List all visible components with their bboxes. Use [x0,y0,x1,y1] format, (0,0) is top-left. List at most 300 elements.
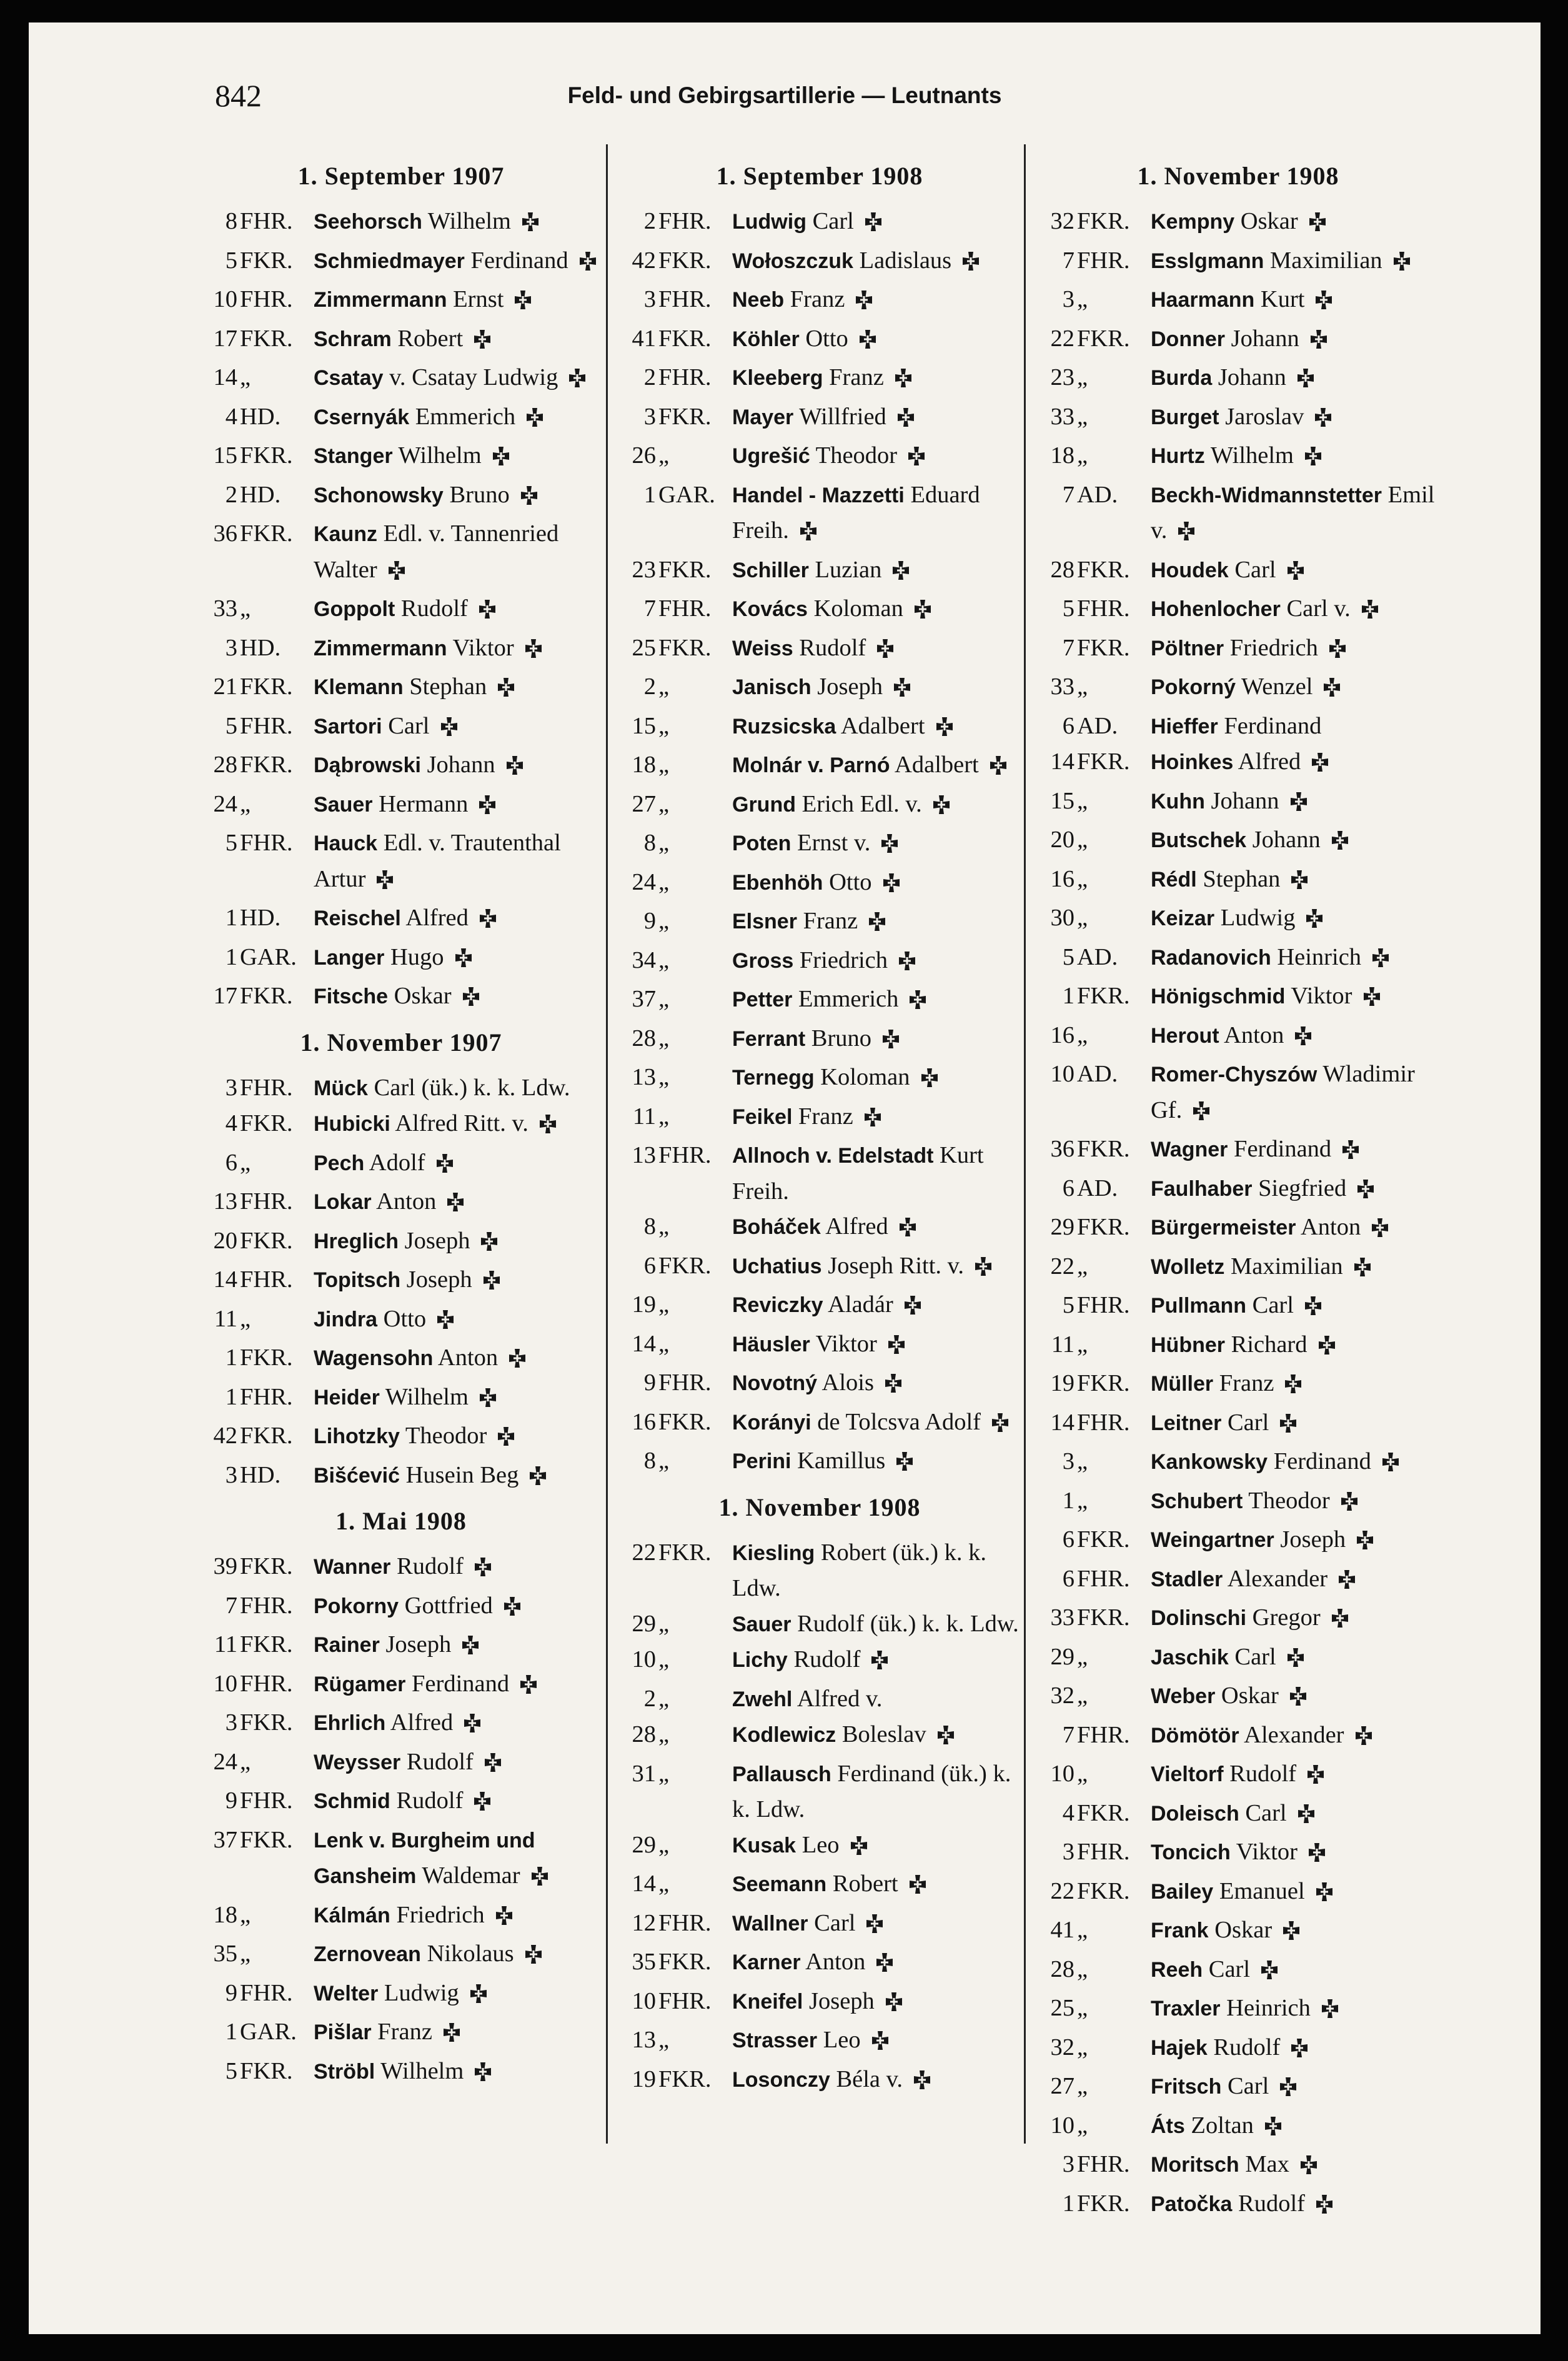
running-title: Feld- und Gebirgsartillerie — Leutnants [567,82,1002,108]
surname: Stadler [1151,1567,1223,1591]
regiment-number: 23 [1050,364,1074,390]
regiment-type: „ [658,868,670,895]
given-name: Franz [1219,1370,1274,1396]
officer-entry [1032,1756,1444,1796]
officer-name-cell [727,1827,1026,1867]
officer-name-cell [1146,591,1444,630]
officer-entry [613,1021,1026,1060]
officer-name-cell [1146,1018,1444,1057]
given-name: Ladislaus [859,247,952,274]
officer-name-cell [727,204,1026,243]
regiment-type: FKR. [240,752,293,778]
cross-pattee-icon [477,1383,499,1419]
cross-pattee-icon [477,790,498,826]
cross-pattee-icon [1293,1021,1314,1057]
cross-pattee-icon [1316,1331,1337,1366]
cross-pattee-icon [1361,982,1382,1018]
regiment-type: „ [658,1291,670,1318]
officer-name-cell [727,1756,1026,1827]
cross-pattee-icon [866,907,888,943]
officer-entry [613,1944,1026,1984]
given-name: Husein Beg [405,1461,519,1488]
section-heading: 1. November 1908 [718,1493,921,1521]
regiment-number: 18 [632,752,656,778]
regiment-type: FKR. [1077,983,1130,1009]
officer-entry [613,1287,1026,1326]
given-name: Robert [832,1871,898,1897]
regiment-type: AD. [1077,481,1118,508]
regiment-number: 1 [225,943,237,970]
cross-pattee-icon [934,712,955,748]
regiment-number: 10 [213,286,237,312]
cross-pattee-icon [1285,556,1306,592]
cross-pattee-icon [462,1709,483,1744]
surname: Stanger [314,444,393,468]
cross-pattee-icon [490,442,512,477]
regiment-number: 5 [225,2057,237,2084]
officer-entry [613,1404,1026,1444]
cross-pattee-icon [869,1646,890,1681]
officer-name-cell [1146,243,1444,282]
officer-entry [613,903,1026,943]
officer-entry [195,1822,607,1897]
officer-name-cell [309,1936,607,1976]
surname: Faulhaber [1151,1176,1253,1201]
surname: Weiss [732,636,793,660]
given-name: Koloman [820,1064,910,1090]
given-name: Emil v. [1151,481,1435,544]
given-name: Carl [1208,1956,1251,1982]
regiment-number: 8 [643,830,656,856]
surname: Weingartner [1151,1528,1274,1552]
given-name: Waldemar [422,1862,520,1889]
given-name: Emmerich [798,986,899,1012]
surname: Hohenlocher [1151,597,1281,621]
regiment-type: HD. [240,634,281,661]
regiment-number: 19 [632,2065,656,2092]
officer-entry [195,978,607,1018]
officer-name-cell [1146,1405,1444,1444]
regiment-type: „ [240,595,251,622]
officer-entry [613,282,1026,321]
surname: Handel - Mazzetti [732,483,905,507]
officer-entry [1032,1952,1444,1991]
given-name: Heinrich [1277,943,1362,970]
regiment-number: 20 [1050,827,1074,853]
officer-name-cell [1146,1952,1444,1991]
surname: Perini [732,1449,791,1473]
regiment-type: GAR. [658,481,715,508]
cross-pattee-icon [798,517,819,552]
regiment-type: „ [240,1305,251,1332]
regiment-type: „ [1077,286,1088,312]
surname: Müller [1151,1372,1214,1396]
cross-pattee-icon [567,364,588,399]
surname: Dolinschi [1151,1606,1247,1630]
cross-pattee-icon [1355,1175,1376,1210]
regiment-number: 7 [225,1592,237,1619]
regiment-type: FKR. [1077,208,1130,234]
officer-name-cell [309,591,607,630]
regiment-type: FKR. [240,1110,293,1136]
cross-pattee-icon [1191,1096,1212,1132]
regiment-type: FHR. [1077,1839,1130,1865]
regiment-type: FKR. [240,1553,293,1579]
officer-entry [613,2022,1026,2062]
officer-entry [195,438,607,477]
regiment-type: „ [1077,364,1088,390]
officer-name-cell [727,1326,1026,1366]
cross-pattee-icon [893,364,914,399]
regiment-number: 29 [1050,1214,1074,1240]
regiment-number: 5 [1062,595,1074,622]
regiment-number: 27 [632,790,656,817]
officer-name-cell [1146,552,1444,592]
surname: Fitsche [314,985,389,1008]
given-name: Adalbert [840,712,925,739]
officer-entry [1032,282,1444,321]
surname: Feikel [732,1105,793,1129]
given-name: Edl. v. Tannenried Walter [314,520,559,583]
surname: Reeh [1151,1957,1203,1982]
officer-entry [1032,862,1444,901]
regiment-number: 14 [1050,748,1074,775]
regiment-type: FKR. [240,983,293,1009]
regiment-type: „ [658,790,670,817]
surname: Janisch [732,675,811,699]
page-number: 842 [215,78,262,113]
regiment-number: 2 [225,481,237,508]
officer-entry [1032,978,1444,1018]
officer-name-cell [1146,1756,1444,1796]
regiment-type: „ [240,1748,251,1775]
given-name: Anton [805,1949,866,1975]
regiment-type: „ [658,1721,670,1747]
given-name: Robert (ük.) k. k. Ldw. [732,1539,987,1601]
surname: Schmid [314,1789,390,1813]
surname: Hurtz [1151,444,1205,468]
officer-entry [1032,708,1444,745]
officer-entry [1032,1288,1444,1327]
officer-entry [613,1060,1026,1099]
regiment-number: 28 [1050,1956,1074,1982]
officer-entry [1032,1131,1444,1171]
officer-name-cell [1146,1483,1444,1523]
surname: Boháček [732,1215,821,1239]
regiment-type: „ [1077,1995,1088,2021]
regiment-number: 9 [643,1369,656,1396]
cross-pattee-icon [862,1103,883,1138]
given-name: Franz [798,1103,853,1130]
regiment-number: 14 [632,1871,656,1897]
cross-pattee-icon [1307,207,1328,243]
regiment-type: FKR. [658,325,712,352]
regiment-number: 41 [632,325,656,352]
given-name: Erich Edl. v. [801,790,922,817]
officer-name-cell [1146,1561,1444,1601]
cross-pattee-icon [1285,1643,1306,1679]
surname: Uchatius [732,1254,822,1278]
cross-pattee-icon [1308,325,1329,360]
surname: Bišćević [314,1463,400,1488]
officer-name-cell [727,787,1026,826]
regiment-number: 19 [1050,1370,1074,1396]
surname: Kaunz [314,522,377,546]
regiment-type: FKR. [240,1709,293,1736]
surname: Pullmann [1151,1294,1247,1318]
surname: Grund [732,792,796,817]
given-name: Theodor [1248,1487,1330,1514]
regiment-number: 29 [632,1831,656,1858]
surname: Seemann [732,1872,827,1896]
surname: Gross [732,948,794,973]
officer-entry [195,2054,607,2093]
regiment-type: FHR. [1077,1565,1130,1592]
surname: Ebenhöh [732,870,823,895]
officer-entry [1032,1678,1444,1717]
officer-name-cell [309,940,607,979]
regiment-type: FKR. [1077,1370,1130,1396]
regiment-type: FHR. [658,1987,712,2014]
officer-name-cell [727,865,1026,904]
officer-name-cell [727,1248,1026,1288]
regiment-type: FKR. [240,1227,293,1254]
given-name: Ferdinand [412,1670,510,1697]
surname: Kleeberg [732,366,823,390]
regiment-type: FHR. [240,830,293,856]
regiment-number: 28 [1050,556,1074,583]
officer-name-cell [309,516,607,591]
surname: Keizar [1151,907,1215,930]
surname: Schram [314,327,392,351]
surname: Zimmermann [314,288,447,312]
officer-entry [613,1326,1026,1366]
officer-name-cell [309,978,607,1018]
regiment-type: FHR. [658,1909,712,1936]
given-name: Joseph Ritt. v. [828,1252,965,1279]
officer-entry [195,1262,607,1301]
cross-pattee-icon [537,1110,558,1145]
cross-pattee-icon [896,947,918,982]
officer-entry [195,747,607,787]
officer-entry [1032,1991,1444,2030]
regiment-number: 8 [225,208,237,234]
cross-pattee-icon [897,1213,918,1248]
regiment-type: FKR. [658,556,712,583]
regiment-number: 10 [1050,2112,1074,2139]
regiment-type: „ [1077,1956,1088,1982]
regiment-type: FHR. [240,712,293,739]
regiment-type: „ [658,1610,670,1637]
officer-entry [195,1106,607,1145]
surname: Wołoszczuk [732,249,853,273]
cross-pattee-icon [864,1909,885,1945]
regiment-type: „ [1077,1331,1088,1358]
regiment-type: FKR. [240,325,293,352]
surname: Áts [1151,2114,1185,2138]
officer-entry [1032,744,1444,783]
given-name: Friedrich [799,947,888,973]
officer-entry [1032,1912,1444,1952]
regiment-type: „ [1077,1761,1088,1787]
given-name: Rudolf [397,1553,464,1579]
officer-name-cell [727,1443,1026,1483]
surname: Doleisch [1151,1801,1239,1826]
officer-entry [613,1717,1026,1756]
officer-name-cell [1146,1678,1444,1717]
cross-pattee-icon [512,286,533,321]
given-name: Alexander [1227,1565,1328,1592]
officer-entry [1032,669,1444,708]
regiment-number: 13 [213,1188,237,1215]
officer-entry [613,1535,1026,1606]
column-3 [1032,159,1444,2225]
cross-pattee-icon [441,2018,462,2054]
officer-entry [613,321,1026,360]
officer-name-cell [309,360,607,399]
given-name: Heinrich [1226,1995,1311,2021]
regiment-number: 25 [632,634,656,661]
surname: Csatay [314,366,384,390]
officer-entry [613,1099,1026,1138]
surname: Hreglich [314,1229,399,1253]
officer-name-cell [727,1021,1026,1060]
officer-entry [195,1418,607,1458]
regiment-type: FKR. [1077,634,1130,661]
surname: Petter [732,988,793,1012]
given-name: Joseph [385,1631,452,1658]
regiment-number: 7 [1062,247,1074,274]
cross-pattee-icon [434,1149,455,1185]
given-name: Wilhelm [398,442,482,469]
cross-pattee-icon [477,904,499,940]
officer-entry [613,552,1026,592]
regiment-number: 5 [1062,1292,1074,1318]
given-name: Rudolf [1238,2190,1305,2217]
regiment-type: FHR. [1077,1721,1130,1748]
officer-entry [613,982,1026,1021]
officer-name-cell [309,1588,607,1628]
given-name: Boleslav [841,1721,926,1747]
given-name: de Tolcsva Adolf [817,1408,981,1435]
cross-pattee-icon [1309,748,1331,783]
given-name: Adolf [369,1149,425,1176]
officer-name-cell [1146,438,1444,477]
surname: Zwehl [732,1687,793,1711]
given-name: Rudolf [406,1748,474,1775]
given-name: Carl [814,1909,856,1936]
regiment-number: 11 [214,1631,237,1658]
officer-entry [195,1184,607,1223]
regiment-number: 1 [643,481,656,508]
officer-entry [1032,438,1444,477]
surname: Ternegg [732,1066,815,1090]
regiment-number: 4 [225,403,237,430]
surname: Lokar [314,1190,372,1214]
regiment-type: „ [658,1831,670,1858]
cross-pattee-icon [1296,1799,1317,1835]
surname: Zernovean [314,1942,421,1966]
regiment-type: FKR. [658,1539,712,1566]
given-name: Oskar [1214,1917,1273,1943]
surname: Pokorny [314,1594,399,1618]
regiment-type: FHR. [1077,2151,1130,2177]
officer-name-cell [309,321,607,360]
cross-pattee-icon [1380,1448,1401,1483]
regiment-type: FKR. [658,247,712,274]
regiment-type: FHR. [240,1670,293,1697]
regiment-type: FKR. [240,1826,293,1853]
surname: Häusler [732,1332,810,1356]
officer-name-cell [309,1301,607,1341]
regiment-number: 37 [213,1826,237,1853]
regiment-type: FHR. [658,286,712,312]
regiment-type: FKR. [240,2057,293,2084]
officer-entry [1032,477,1444,552]
given-name: Wenzel [1241,674,1313,700]
regiment-number: 5 [1062,943,1074,970]
officer-name-cell [309,1379,607,1419]
officer-entry [613,1606,1026,1643]
regiment-type: FHR. [1077,1292,1130,1318]
cross-pattee-icon [460,982,482,1018]
regiment-number: 4 [225,1110,237,1136]
surname: Hauck [314,832,378,855]
officer-entry [195,282,607,321]
given-name: Otto [805,325,848,352]
surname: Ruzsicska [732,714,836,738]
regiment-type: „ [1077,2034,1088,2060]
officer-name-cell [727,552,1026,592]
officer-entry [1032,783,1444,823]
cross-pattee-icon [886,1330,907,1366]
officer-name-cell [1146,940,1444,979]
regiment-type: FHR. [658,1369,712,1396]
cross-pattee-icon [1339,1487,1360,1523]
regiment-number: 22 [632,1539,656,1566]
regiment-type: FKR. [1077,748,1130,775]
cross-pattee-icon [445,1188,466,1223]
given-name: Emanuel [1219,1877,1305,1904]
regiment-type: FKR. [1077,325,1130,352]
officer-entry [1032,630,1444,670]
given-name: Johann [1218,364,1286,390]
officer-entry [1032,1056,1444,1131]
surname: Hubicki [314,1112,390,1136]
regiment-type: FKR. [658,1949,712,1975]
surname: Hönigschmid [1151,985,1286,1008]
officer-entry [1032,1171,1444,1210]
cross-pattee-icon [1288,1682,1309,1717]
officer-name-cell [727,825,1026,865]
officer-entry [195,1936,607,1976]
cross-pattee-icon [1306,1838,1327,1874]
officer-name-cell [309,477,607,517]
officer-entry [613,1209,1026,1248]
cross-pattee-icon [990,1408,1011,1444]
officer-name-cell [309,399,607,439]
officer-name-cell [1146,1366,1444,1405]
officer-name-cell [727,1209,1026,1248]
surname: Wagensohn [314,1346,434,1370]
given-name: Richard [1231,1331,1307,1358]
given-name: Leo [823,2027,861,2053]
officer-name-cell [1146,669,1444,708]
surname: Lenk v. Burgheim und Gansheim [314,1828,535,1888]
regiment-number: 14 [1050,1409,1074,1436]
cross-pattee-icon [1353,1721,1374,1757]
regiment-type: „ [658,752,670,778]
